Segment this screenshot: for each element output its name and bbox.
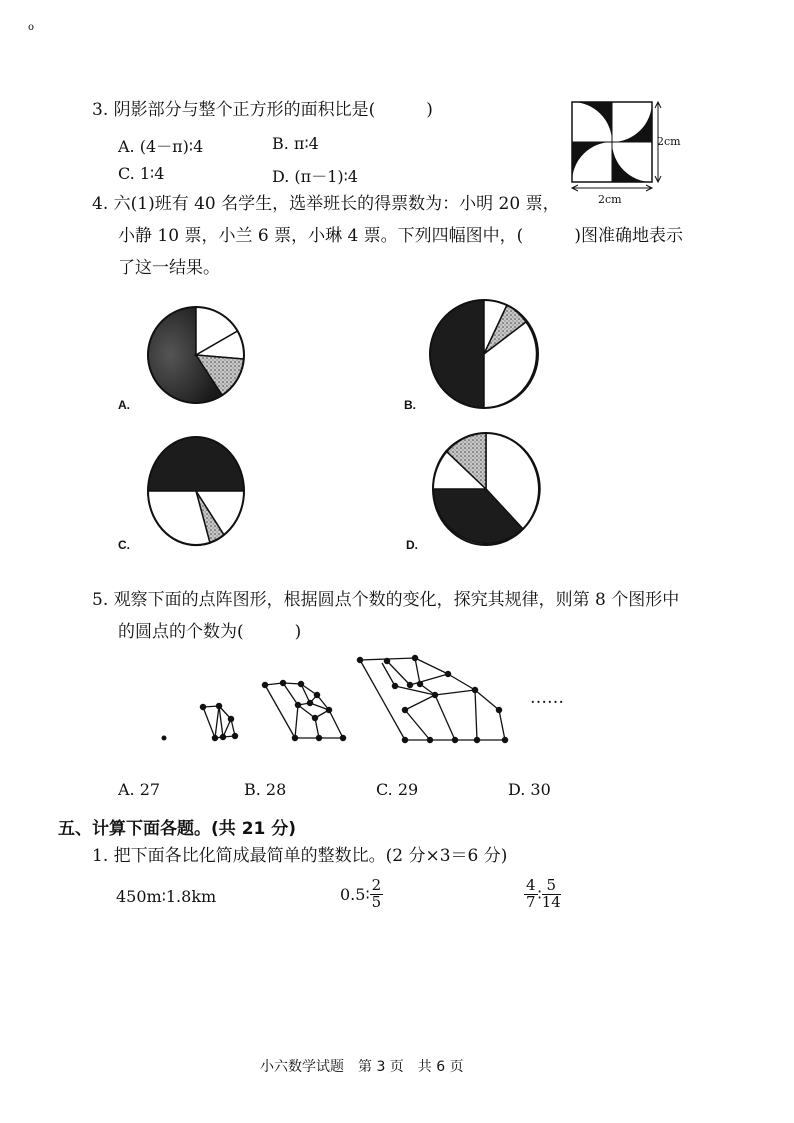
pie-label-b: B. (404, 398, 416, 412)
q4-line2: 小静 10 票，小兰 6 票，小琳 4 票。下列四幅图中，( )图准确地表示 (118, 226, 683, 246)
expr-2-denominator: 5 (371, 892, 382, 911)
expr-2-numerator: 2 (371, 876, 382, 894)
pie-chart-d[interactable] (432, 431, 542, 549)
section-5-sub1: 1. 把下面各比化简成最简单的整数比。(2 分×3＝6 分) (92, 846, 508, 866)
dot-ellipsis: …… (530, 688, 564, 708)
pie-chart-a[interactable] (146, 305, 246, 405)
expr-3 (524, 878, 561, 911)
dot-pattern-figures (155, 650, 515, 750)
q5-option-c[interactable]: C. 29 (376, 780, 419, 799)
expr-2 (340, 878, 383, 911)
q3-option-b[interactable]: B. π∶4 (272, 134, 319, 153)
q3-option-c[interactable]: C. 1∶4 (118, 164, 165, 183)
expr-3-denominator-1: 7 (526, 892, 536, 911)
pie-label-c: C. (118, 538, 130, 552)
pie-label-a: A. (118, 398, 130, 412)
pie-chart-c[interactable] (146, 437, 246, 549)
expr-3-separator: ∶ (537, 884, 542, 904)
q5-line2: 的圆点的个数为( ) (118, 622, 302, 642)
expr-3-numerator-2: 5 (542, 878, 561, 895)
expr-1: 450m∶1.8km (116, 887, 217, 906)
expr-2-fraction (370, 878, 384, 911)
dim-bottom-label: 2cm (598, 193, 622, 206)
pie-chart-b[interactable] (430, 298, 540, 410)
q5-option-d[interactable]: D. 30 (508, 780, 551, 799)
expr-2-lead: 0.5∶ (340, 884, 370, 904)
expr-3-fraction-1 (524, 878, 538, 911)
section-5-title: 五、计算下面各题。(共 21 分) (58, 819, 297, 839)
q3-option-d[interactable]: D. (π－1)∶4 (272, 167, 358, 186)
q3-option-a[interactable]: A. (4－π)∶4 (118, 137, 204, 156)
corner-mark: o (28, 22, 35, 33)
dim-side-label: 2cm (657, 135, 681, 148)
q4-line3: 了这一结果。 (118, 258, 220, 278)
page-footer: 小六数学试题 第 3 页 共 6 页 (260, 1059, 464, 1075)
q5-option-b[interactable]: B. 28 (244, 780, 287, 799)
expr-3-numerator-1: 4 (526, 876, 536, 894)
q5-option-a[interactable]: A. 27 (118, 780, 161, 799)
q5-line1: 5. 观察下面的点阵图形，根据圆点个数的变化，探究其规律，则第 8 个图形中 (92, 590, 680, 610)
expr-3-fraction-2 (542, 878, 561, 911)
expr-3-denominator-2: 14 (541, 892, 561, 911)
pie-label-d: D. (406, 538, 418, 552)
q3-stem: 3. 阴影部分与整个正方形的面积比是( ) (92, 100, 433, 120)
q4-line1: 4. 六(1)班有 40 名学生，选举班长的得票数为：小明 20 票， (92, 194, 560, 214)
pinwheel-square-figure (560, 96, 690, 206)
